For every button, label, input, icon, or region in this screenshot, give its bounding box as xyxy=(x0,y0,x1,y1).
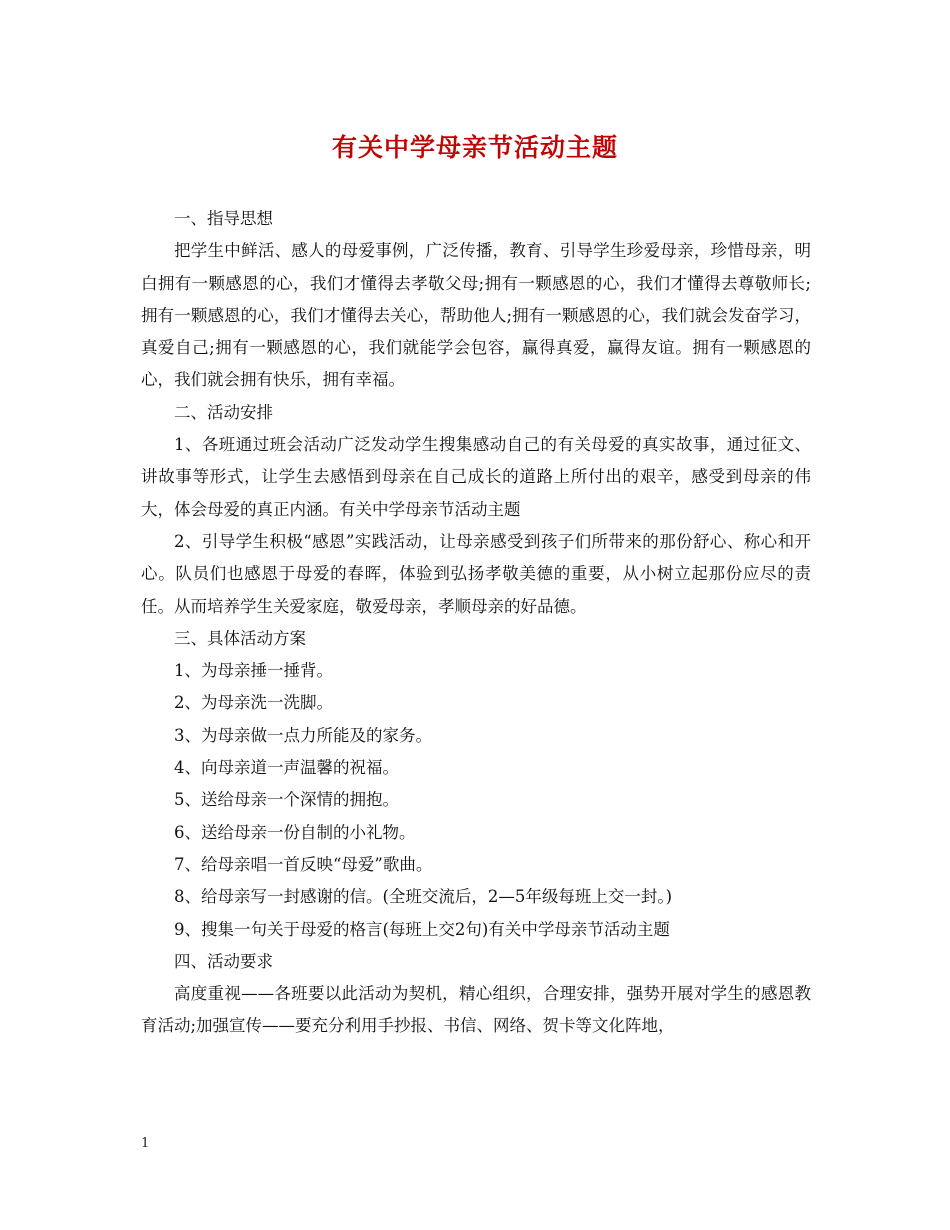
list-item-plan-2: 2、为母亲洗一洗脚。 xyxy=(174,693,333,713)
list-item-plan-9: 9、搜集一句关于母爱的格言(每班上交2句)有关中学母亲节活动主题 xyxy=(174,919,670,939)
list-item-plan-4: 4、向母亲道一声温馨的祝福。 xyxy=(174,758,399,778)
section-heading-arrangement: 二、活动安排 xyxy=(174,402,273,422)
list-item-plan-7: 7、给母亲唱一首反映“母爱”歌曲。 xyxy=(174,854,433,874)
list-item-plan-1: 1、为母亲捶一捶背。 xyxy=(174,661,333,681)
list-item-plan-3: 3、为母亲做一点力所能及的家务。 xyxy=(174,725,432,745)
paragraph-arrangement-1: 1、各班通过班会活动广泛发动学生搜集感动自己的有关母爱的真实故事，通过征文、讲故事等形式，让学生去感悟到母亲在自己成长的道路上所付出的艰辛，感受到母亲的伟大，体会母爱的真正内涵。有关中学母亲节活动主题 xyxy=(141,435,811,519)
paragraph-guiding-idea: 把学生中鲜活、感人的母爱事例，广泛传播，教育、引导学生珍爱母亲，珍惜母亲，明白拥有一颗感恩的心，我们才懂得去孝敬父母;拥有一颗感恩的心，我们才懂得去尊敬师长;拥有一颗感恩的心，我们才懂得去关心，帮助他人;拥有一颗感恩的心，我们就会发奋学习，真爱自己;拥有一颗感恩的心，我们就能学会包容，赢得真爱，赢得友谊。拥有一颗感恩的心，我们就会拥有快乐，拥有幸福。 xyxy=(141,241,811,390)
list-item-plan-6: 6、送给母亲一份自制的小礼物。 xyxy=(174,822,416,842)
list-item-plan-5: 5、送给母亲一个深情的拥抱。 xyxy=(174,790,399,810)
page-number: 1 xyxy=(141,1136,150,1151)
section-heading-guiding-idea: 一、指导思想 xyxy=(174,209,273,228)
list-item-plan-8: 8、给母亲写一封感谢的信。(全班交流后，2—5年级每班上交一封。) xyxy=(174,887,673,907)
document-title: 有关中学母亲节活动主题 xyxy=(331,133,618,162)
section-heading-plan: 三、具体活动方案 xyxy=(174,628,306,648)
paragraph-requirements: 高度重视——各班要以此活动为契机，精心组织，合理安排，强势开展对学生的感恩教育活动;加强宣传——要充分利用手抄报、书信、网络、贺卡等文化阵地， xyxy=(141,984,811,1036)
document-body xyxy=(141,203,811,1043)
paragraph-arrangement-2: 2、引导学生积极“感恩”实践活动，让母亲感受到孩子们所带来的那份舒心、称心和开心。队员们也感恩于母爱的春晖，体验到弘扬孝敬美德的重要，从小树立起那份应尽的责任。从而培养学生关爱家庭，敬爱母亲，孝顺母亲的好品德。 xyxy=(141,531,811,616)
section-heading-requirements: 四、活动要求 xyxy=(174,951,273,971)
